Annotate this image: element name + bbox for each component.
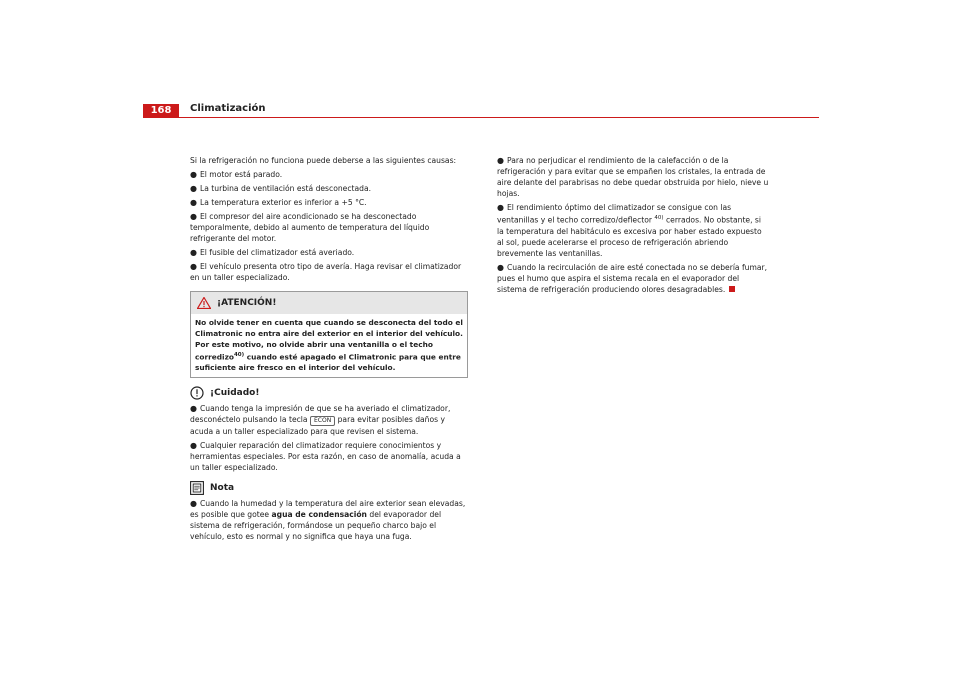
warning-header bbox=[191, 292, 467, 314]
warning-text: No olvide tener en cuenta que cuando se desconecta del todo el Climatronic no entra aire del exterior en el interior del vehículo. Por este motivo, no olvide abrir una ventanilla o el techo corredizo$^{40)}$ cuando esté apagado el Climatronic para que entre suficiente aire fresco en el interior del vehículo. bbox=[195, 318, 463, 373]
cause-item: ● La turbina de ventilación está desconectada. bbox=[190, 184, 372, 193]
note-icon bbox=[190, 481, 204, 495]
warning-triangle-icon bbox=[197, 297, 211, 309]
caution-item: ● Cuando tenga la impresión de que se ha averiado el climatizador, desconéctelo pulsando la tecla ECON para evitar posibles daños y acuda a un taller especializado para que revisen el sistema. bbox=[190, 404, 451, 437]
note-title: Nota bbox=[210, 482, 235, 493]
tip-item: ● Para no perjudicar el rendimiento de la calefacción o de la refrigeración y para evitar que se empañen los cristales, la entrada de aire delante del parabrisas no debe quedar obstruida por hielo, nieve u hojas. bbox=[497, 156, 769, 198]
cause-item: ● El motor está parado. bbox=[190, 170, 283, 179]
caution-item: ● Cualquier reparación del climatizador requiere conocimientos y herramientas especiales. Por esta razón, en caso de anomalía, acuda a un taller especializado. bbox=[190, 441, 461, 473]
tip-item: ● El rendimiento óptimo del climatizador se consigue con las ventanillas y el techo corredizo/deflector $^{40)}$ cerrados. No obstante, si la temperatura del habitáculo es excesiva por haber estado expuesto al sol, puede acelerarse el proceso de refrigeración abriendo brevemente las ventanillas. bbox=[497, 203, 762, 258]
note-item: ● Cuando la humedad y la temperatura del aire exterior sean elevadas, es posible que gotee agua de condensación del evaporador del sistema de refrigeración, formándose un pequeño charco bajo el vehículo, esto es normal y no significa que haya una fuga. bbox=[190, 499, 466, 542]
intro-text: Si la refrigeración no funciona puede deberse a las siguientes causas: bbox=[190, 156, 457, 165]
chapter-title: Climatización bbox=[190, 103, 266, 114]
caution-title: ¡Cuidado! bbox=[210, 387, 260, 398]
caution-exclamation-icon bbox=[190, 386, 204, 400]
right-column bbox=[497, 155, 769, 298]
econ-key-label: ECON bbox=[310, 416, 335, 426]
cause-item: ● El compresor del aire acondicionado se ha desconectado temporalmente, debido al aumento de temperatura del líquido refrigerante del motor. bbox=[190, 212, 430, 243]
cause-item: ● El vehículo presenta otro tipo de avería. Haga revisar el climatizador en un taller especializado. bbox=[190, 262, 462, 282]
cause-item: ● El fusible del climatizador está averiado. bbox=[190, 248, 355, 257]
left-column bbox=[190, 155, 468, 545]
caution-header bbox=[190, 386, 468, 400]
tip-item: ● Cuando la recirculación de aire esté conectada no se debería fumar, pues el humo que aspira el sistema recala en el evaporador del sistema de refrigeración produciendo olores desagradables. bbox=[497, 262, 768, 294]
header-rule bbox=[143, 117, 819, 118]
warning-box bbox=[190, 291, 468, 378]
note-header bbox=[190, 481, 468, 495]
cause-item: ● La temperatura exterior es inferior a +5 °C. bbox=[190, 198, 367, 207]
warning-title: ¡ATENCIÓN! bbox=[217, 297, 277, 308]
end-of-section-icon bbox=[729, 286, 735, 292]
page-number: 168 bbox=[143, 104, 179, 118]
